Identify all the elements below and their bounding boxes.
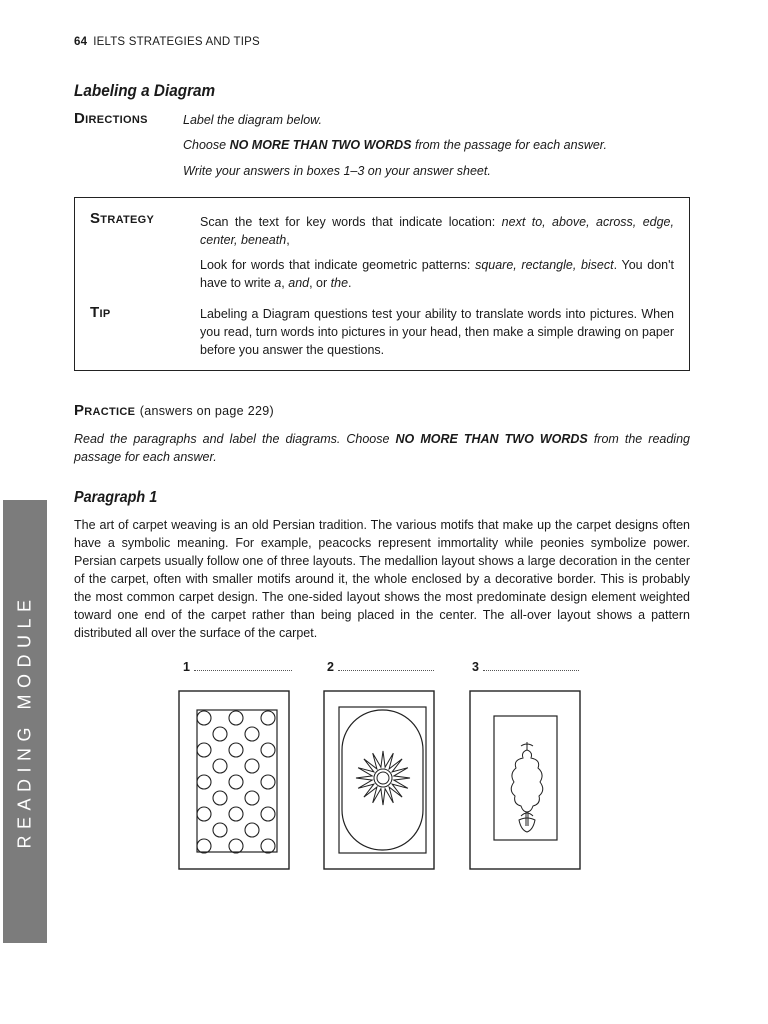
directions-line-2: Choose NO MORE THAN TWO WORDS from the passage for each answer. xyxy=(183,138,607,152)
pattern-circle xyxy=(213,759,227,773)
directions-label: Directions xyxy=(74,110,148,127)
pattern-circle xyxy=(197,743,211,757)
pattern-circle xyxy=(197,807,211,821)
book-title: IELTS STRATEGIES AND TIPS xyxy=(93,36,260,48)
practice-note: (answers on page 229) xyxy=(139,404,274,418)
pattern-circle xyxy=(261,839,275,853)
directions-line-3: Write your answers in boxes 1–3 on your answer sheet. xyxy=(183,164,491,178)
answer-blank-3[interactable]: 3 xyxy=(472,660,579,674)
practice-instructions: Read the paragraphs and label the diagrams. Choose NO MORE THAN TWO WORDS from the reading passage for each answer. xyxy=(74,432,690,464)
medallion-star xyxy=(356,751,410,805)
tip-label: Tip xyxy=(90,304,111,321)
pattern-circle xyxy=(261,807,275,821)
paragraph-title: Paragraph 1 xyxy=(74,489,158,506)
pattern-circle xyxy=(197,839,211,853)
section-title: Labeling a Diagram xyxy=(74,81,216,100)
sidebar-label: READING MODULE xyxy=(14,593,35,849)
pattern-circle xyxy=(261,711,275,725)
answer-blank-1[interactable]: 1 xyxy=(183,660,292,674)
directions-line-1: Label the diagram below. xyxy=(183,113,322,127)
pattern-circle xyxy=(213,727,227,741)
pattern-circle xyxy=(245,727,259,741)
pattern-circle xyxy=(261,743,275,757)
strategy-paragraph-1: Scan the text for key words that indicate location: next to, above, across, edge, center, beneath, xyxy=(200,215,674,247)
carpet-diagram-medallion xyxy=(323,690,435,870)
pattern-circle xyxy=(213,791,227,805)
page-number: 64 xyxy=(74,36,88,48)
pattern-circle xyxy=(197,775,211,789)
strategy-paragraph-2: Look for words that indicate geometric patterns: square, rectangle, bisect. You don't have to write a, and, or the. xyxy=(200,258,674,290)
pattern-circle xyxy=(229,775,243,789)
pattern-circle xyxy=(229,743,243,757)
carpet-diagram-all-over xyxy=(178,690,290,870)
pattern-circle xyxy=(213,823,227,837)
answer-blank-2[interactable]: 2 xyxy=(327,660,434,674)
pattern-circle xyxy=(245,791,259,805)
practice-heading: Practice (answers on page 229) xyxy=(74,402,274,419)
paragraph-body: The art of carpet weaving is an old Persian tradition. The various motifs that make up the carpet designs often have a symbolic meaning. For example, peacocks represent immortality while peonies symbolize power. Persian carpets usually follow one of three layouts. The medallion layout shows a large decoration in the center of the carpet, often with smaller motifs around it, the whole enclosed by a decorative border. This is probably the most common carpet design. The one-sided layout shows the most predominate design element weighted toward one end of the carpet rather than being placed in the center. The all-over layout shows a pattern distributed all over the surface of the carpet. xyxy=(74,518,690,640)
reading-module-sidebar xyxy=(3,500,47,943)
pattern-circle xyxy=(229,807,243,821)
pattern-circle xyxy=(229,839,243,853)
pattern-circle xyxy=(261,775,275,789)
carpet-diagram-one-sided xyxy=(469,690,581,870)
running-header xyxy=(74,36,260,48)
pattern-circle xyxy=(245,759,259,773)
pattern-circle xyxy=(229,711,243,725)
strategy-label: Strategy xyxy=(90,210,155,227)
pattern-circle xyxy=(245,823,259,837)
tip-paragraph: Labeling a Diagram questions test your ability to translate words into pictures. When you read, turn words into pictures in your head, then make a simple drawing on paper before you answer the questions. xyxy=(200,307,674,357)
pattern-circle xyxy=(197,711,211,725)
